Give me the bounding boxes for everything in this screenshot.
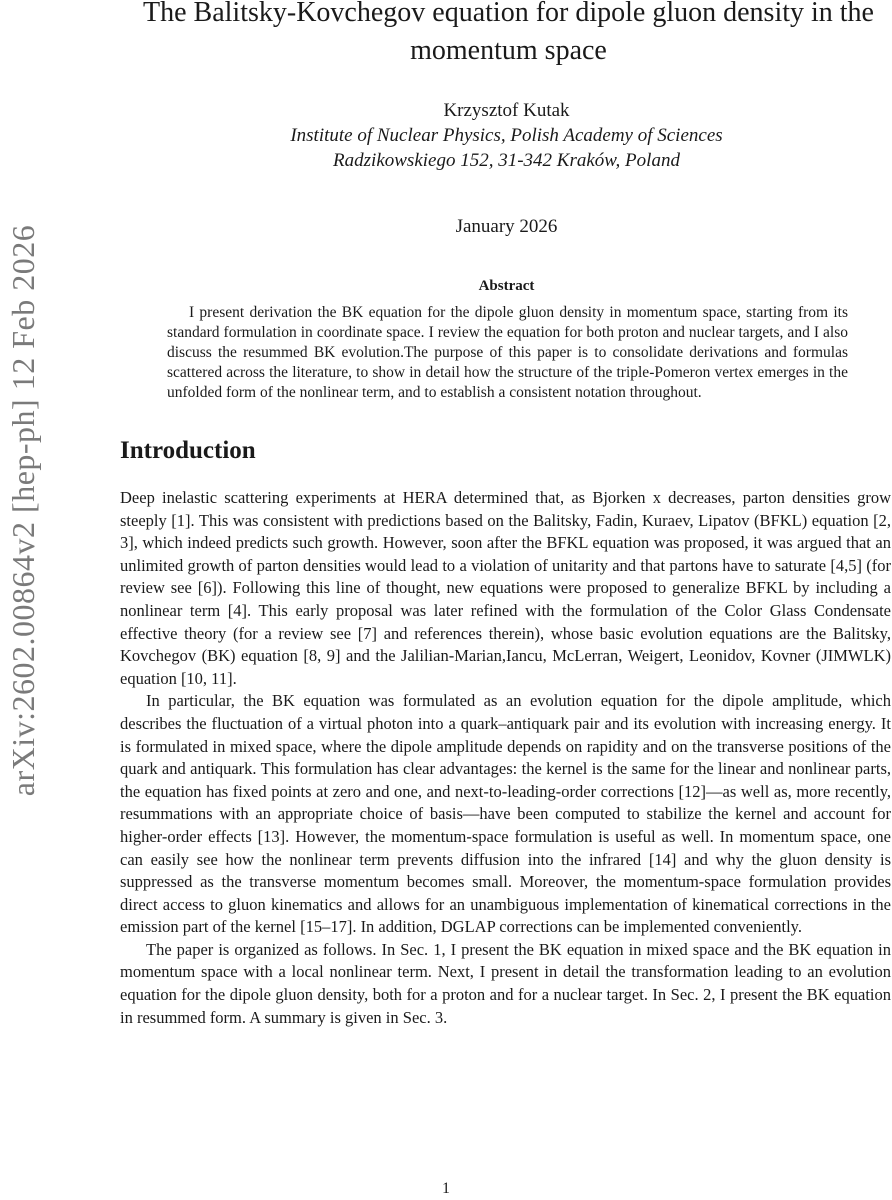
paper-page bbox=[120, 0, 892, 1029]
arxiv-identifier bbox=[0, 210, 48, 810]
author-name: Krzysztof Kutak bbox=[443, 100, 570, 121]
paper-date: January 2026 bbox=[455, 216, 558, 237]
arxiv-identifier-text: arXiv:2602.00864v2 [hep-ph] 12 Feb 2026 bbox=[5, 224, 42, 796]
abstract-text: I present derivation the BK equation for the dipole gluon density in momentum space, starting from its standard formulation in coordinate space. I review the equation for both proton and nuclear targets, and I also discuss the resummed BK evolution.The purpose of this paper is to consolidate derivations and formulas scattered across the literature, to show in detail how the structure of the triple-Pomeron vertex emerges in the unfolded form of the nonlinear term, and to establish a consistent notation throughout. bbox=[167, 304, 848, 401]
section-title-introduction: Introduction bbox=[120, 437, 256, 464]
page-number: 1 bbox=[442, 1180, 450, 1197]
paper-title: The Balitsky-Kovchegov equation for dipole gluon density in the momentum space bbox=[143, 0, 874, 66]
introduction-body bbox=[120, 487, 891, 1029]
paragraph: The paper is organized as follows. In Sec. 1, I present the BK equation in mixed space and the BK equation in momentum space with a local nonlinear term. Next, I present in detail the transformation leading to an evolution equation for the dipole gluon density, both for a proton and for a nuclear target. In Sec. 2, I present the BK equation in resummed form. A summary is given in Sec. 3. bbox=[120, 939, 891, 1027]
author-block bbox=[120, 98, 892, 173]
affiliation-line-2: Radzikowskiego 152, 31-342 Kraków, Poland bbox=[333, 150, 680, 171]
affiliation-line-1: Institute of Nuclear Physics, Polish Academy of Sciences bbox=[290, 125, 723, 146]
paragraph: Deep inelastic scattering experiments at HERA determined that, as Bjorken x decreases, parton densities grow steeply [1]. This was consistent with predictions based on the Balitsky, Fadin, Kuraev, Lipatov (BFKL) equation [2, 3], which indeed predicts such growth. However, soon after the BFKL equation was proposed, it was argued that an unlimited growth of parton densities would lead to a violation of unitarity and that partons have to saturate [4,5] (for review see [6]). Following this line of thought, new equations were proposed to generalize BFKL by including a nonlinear term [4]. This early proposal was later refined with the formulation of the Color Glass Condensate effective theory (for a review see [7] and references therein), whose basic evolution equations are the Balitsky, Kovchegov (BK) equation [8, 9] and the Jalilian-Marian,Iancu, McLerran, Weigert, Leonidov, Kovner (JIMWLK) equation [10, 11]. bbox=[120, 488, 891, 688]
paragraph: In particular, the BK equation was formulated as an evolution equation for the dipole amplitude, which describes the fluctuation of a virtual photon into a quark–antiquark pair and its evolution with increasing energy. It is formulated in mixed space, where the dipole amplitude depends on rapidity and on the transverse positions of the quark and antiquark. This formulation has clear advantages: the kernel is the same for the linear and nonlinear parts, the equation has fixed points at zero and one, and next-to-leading-order corrections [12]—as well as, more recently, resummations with an appropriate choice of basis—have been computed to stabilize the kernel and account for higher-order effects [13]. However, the momentum-space formulation is useful as well. In momentum space, one can easily see how the nonlinear term prevents diffusion into the infrared [14] and why the gluon density is suppressed as the transverse momentum becomes small. Moreover, the momentum-space formulation provides direct access to gluon kinematics and allows for an unambiguous implementation of kinematical corrections in the emission part of the kernel [15–17]. In addition, DGLAP corrections can be implemented conveniently. bbox=[120, 691, 891, 937]
abstract-heading: Abstract bbox=[478, 278, 535, 294]
